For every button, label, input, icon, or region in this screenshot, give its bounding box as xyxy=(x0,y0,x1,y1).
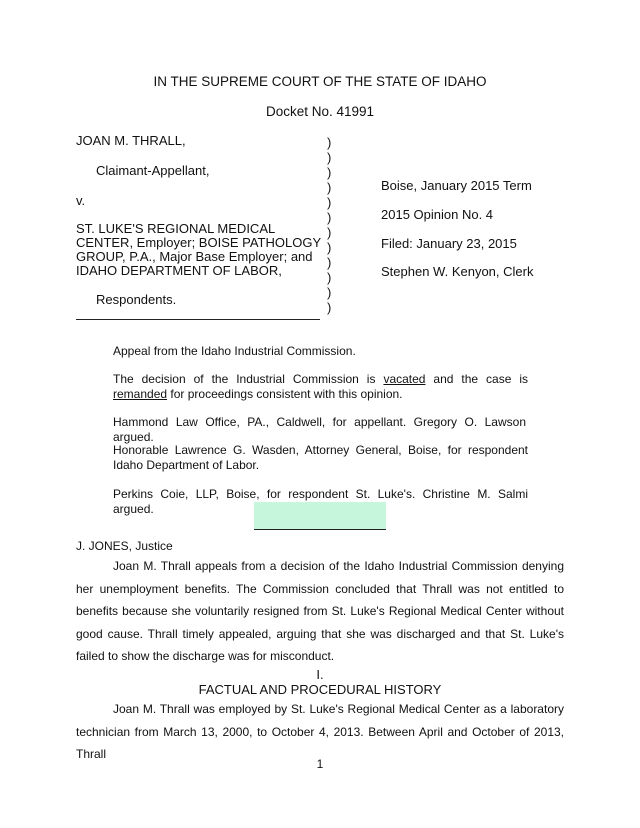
decision-remanded: remanded xyxy=(113,387,168,401)
caption-paren: ) xyxy=(327,240,332,255)
facts-paragraph: Joan M. Thrall was employed by St. Luke's Regional Medical Center as a laboratory technician from March 13, 2000, to October 4, 2013. Between April and October of 2013, Thrall xyxy=(76,702,564,761)
intro-paragraph: Joan M. Thrall appeals from a decision of the Idaho Industrial Commission denying her unemployment benefits. The Commission concluded that Thrall was not entitled to benefits because she voluntarily resigned from St. Luke's Regional Medical Center without good cause. Thrall timely appealed, arguing that she was discharged and that St. Luke's failed to show the discharge was for misconduct. xyxy=(76,559,564,663)
page-number: 1 xyxy=(316,757,324,771)
respondent-line-1: ST. LUKE'S REGIONAL MEDICAL xyxy=(76,221,276,236)
opinion-number: 2015 Opinion No. 4 xyxy=(381,207,494,222)
versus: v. xyxy=(76,193,86,208)
term: Boise, January 2015 Term xyxy=(381,178,532,193)
caption-paren: ) xyxy=(327,285,332,300)
caption-paren: ) xyxy=(327,300,332,315)
caption-paren: ) xyxy=(327,195,332,210)
decision-middle: and the case is xyxy=(425,372,528,386)
respondent-line-4: IDAHO DEPARTMENT OF LABOR, xyxy=(76,263,282,278)
counsel-st-lukes: Perkins Coie, LLP, Boise, for respondent St. Luke's. Christine M. Salmi argued. xyxy=(113,487,528,516)
section-title: FACTUAL AND PROCEDURAL HISTORY xyxy=(198,682,442,697)
caption-paren: ) xyxy=(327,165,332,180)
filed-date: Filed: January 23, 2015 xyxy=(381,236,517,251)
respondent-line-3: GROUP, P.A., Major Base Employer; and xyxy=(76,249,313,264)
appellant-role: Claimant-Appellant, xyxy=(96,163,210,178)
caption-paren: ) xyxy=(327,210,332,225)
caption-paren: ) xyxy=(327,270,332,285)
decision-suffix: for proceedings consistent with this opinion. xyxy=(167,387,403,401)
decision-prefix: The decision of the Industrial Commission is xyxy=(113,372,384,386)
clerk: Stephen W. Kenyon, Clerk xyxy=(381,264,534,279)
section-divider xyxy=(254,529,386,530)
respondents-role: Respondents. xyxy=(96,292,177,307)
highlight-region xyxy=(254,502,386,530)
appellant-name: JOAN M. THRALL, xyxy=(76,133,186,148)
caption-paren: ) xyxy=(327,180,332,195)
caption-paren: ) xyxy=(327,225,332,240)
decision-vacated: vacated xyxy=(383,372,426,386)
counsel-department-of-labor: Honorable Lawrence G. Wasden, Attorney General, Boise, for respondent Idaho Department of Labor. xyxy=(113,443,528,472)
docket-number: Docket No. 41991 xyxy=(265,104,375,119)
justice-name: J. JONES, Justice xyxy=(76,539,173,553)
court-name: IN THE SUPREME COURT OF THE STATE OF IDAHO xyxy=(153,74,487,89)
caption-rule xyxy=(76,319,320,320)
caption-paren: ) xyxy=(327,135,332,150)
caption-paren: ) xyxy=(327,255,332,270)
caption-paren: ) xyxy=(327,150,332,165)
section-number: I. xyxy=(316,667,324,682)
appeal-from: Appeal from the Idaho Industrial Commission. xyxy=(113,344,356,358)
respondent-line-2: CENTER, Employer; BOISE PATHOLOGY xyxy=(76,235,322,250)
counsel-appellant: Hammond Law Office, PA., Caldwell, for appellant. Gregory O. Lawson argued. xyxy=(113,415,526,444)
decision-statement xyxy=(113,372,528,402)
